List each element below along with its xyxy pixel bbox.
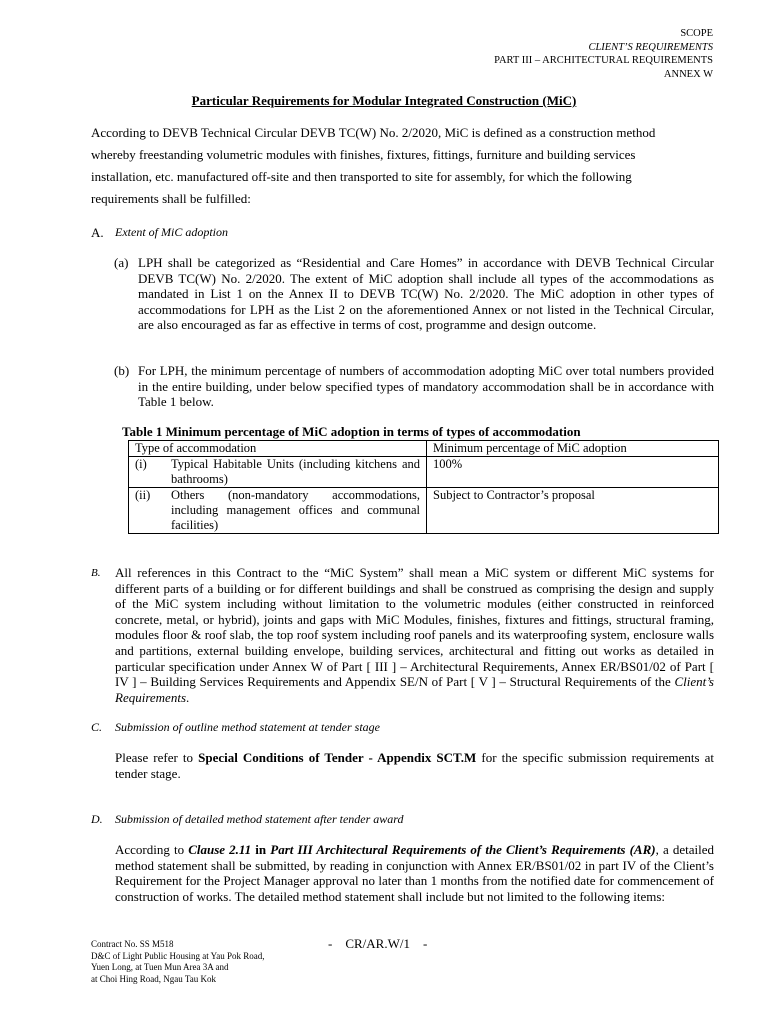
footer-line-2: D&C of Light Public Housing at Yau Pok Road, xyxy=(91,950,265,961)
footer-line-3: Yuen Long, at Tuen Mun Area 3A and xyxy=(91,962,229,972)
table-row-2-text: Others (non-mandatory accommodations, including management offices and communal facilities) xyxy=(171,488,420,532)
section-b-letter: B. xyxy=(91,567,101,579)
section-c-bold: Special Conditions of Tender - Appendix SCT.M xyxy=(198,750,477,765)
section-d-letter: D. xyxy=(91,812,103,826)
page-reference: - CR/AR.W/1 - xyxy=(328,936,428,951)
intro-paragraph xyxy=(91,122,731,210)
footer-line-4: at Choi Hing Road, Ngau Tau Kok xyxy=(91,973,216,984)
document-title: Particular Requirements for Modular Integrated Construction (MiC) xyxy=(191,93,577,108)
table-header-minimum: Minimum percentage of MiC adoption xyxy=(427,441,719,457)
intro-line-1: According to DEVB Technical Circular DEVB TC(W) No. 2/2020, MiC is defined as a construction method xyxy=(91,125,656,140)
table-row-2-label: (ii) xyxy=(135,488,151,502)
footer-contract-no: Contract No. SS M518 xyxy=(91,939,174,949)
table-row-1-label: (i) xyxy=(135,457,147,471)
section-c-before: Please refer to xyxy=(115,750,194,765)
table-row xyxy=(129,488,719,534)
section-d-title: Submission of detailed method statement after tender award xyxy=(115,812,404,826)
section-c-after: for the specific submission requirements at tender stage. xyxy=(115,750,715,781)
table-row-2-value: Subject to Contractor’s proposal xyxy=(427,488,719,534)
section-d-clause: Clause 2.11 xyxy=(188,842,252,857)
table-header-row xyxy=(129,441,719,457)
table-header-type: Type of accommodation xyxy=(129,441,427,457)
table-1 xyxy=(128,440,719,534)
table-row-2-type xyxy=(129,488,427,534)
section-b-text xyxy=(115,565,714,705)
table-1-caption: Table 1 Minimum percentage of MiC adoption in terms of types of accommodation xyxy=(122,424,581,439)
footer-contract-block xyxy=(91,939,265,985)
intro-line-3: installation, etc. manufactured off-site and then transported to site for assembly, for which the following xyxy=(91,169,632,184)
table-row-1-value: 100% xyxy=(427,457,719,488)
item-b-label: (b) xyxy=(114,363,130,378)
section-c-text xyxy=(115,750,714,781)
section-a-letter: A. xyxy=(91,225,104,240)
intro-line-2: whereby freestanding volumetric modules with finishes, fixtures, fittings, furniture and building services xyxy=(91,147,636,162)
section-c-title: Submission of outline method statement at tender stage xyxy=(115,720,380,734)
section-d-in: in xyxy=(255,842,267,857)
table-row-1-text: Typical Habitable Units (including kitchens and bathrooms) xyxy=(171,457,420,486)
header-part: PART III – ARCHITECTURAL REQUIREMENTS xyxy=(494,55,713,66)
item-b-text: For LPH, the minimum percentage of numbers of accommodation adopting MiC over total numbers provided in the entire building, under below specified types of mandatory accommodation shall be in accordance with Table 1 below. xyxy=(138,363,714,410)
section-a-title: Extent of MiC adoption xyxy=(115,225,228,239)
item-a-label: (a) xyxy=(114,255,129,270)
section-d-text xyxy=(115,842,714,904)
table-row xyxy=(129,457,719,488)
section-d-part: Part III Architectural Requirements of the Client’s Requirements (AR) xyxy=(270,842,656,857)
section-d-rest: , a detailed method statement shall be submitted, by reading in conjunction with Annex ER/BS01/02 in part IV of the Client’s Requirement for the Project Manager approval no later than 1 months from the notified date for commencement of construction of works. The detailed method statement shall include but not limited to the following items: xyxy=(115,842,714,904)
header-scope: SCOPE xyxy=(680,28,713,39)
section-b-main: All references in this Contract to the “MiC System” shall mean a MiC system or different MiC systems for different parts of a building or for different buildings and shall be construed as comprising the design and supply of the MiC system including without limitation to the volumetric modules (either constructed in reinforced concrete, metal, or hybrid), joints and gaps with MiC Modules, finishes, fixtures and fittings, structural framing, modules floor & roof slab, the top roof system including roof panels and its waterproofing system, enclosure walls and partitions, external building envelope, building services, architectural and fitting out works as detailed in particular specification under Annex W of Part [ III ] – Architectural Requirements, Annex ER/BS01/02 of Part [ IV ] – Building Services Requirements and Appendix SE/N of Part [ V ] – Structural Requirements of the xyxy=(115,565,714,690)
item-a-text: LPH shall be categorized as “Residential and Care Homes” in accordance with DEVB Technical Circular DEVB TC(W) No. 2/2020. The extent of MiC adoption shall include all types of the accommodations as mandated in List 1 on the Annex II to DEVB TC(W) No. 2/2020. The MiC adoption in other types of accommodations for LPH as the List 2 on the aforementioned Annex or not listed in the Technical Circular, are also encouraged as far as effective in terms of cost, programme and design outcome. xyxy=(138,255,714,333)
section-b-italic: Client’s Requirements xyxy=(115,674,714,705)
table-row-1-type xyxy=(129,457,427,488)
intro-line-4: requirements shall be fulfilled: xyxy=(91,191,251,206)
header-annex: ANNEX W xyxy=(663,68,713,80)
section-b-end: . xyxy=(186,689,190,705)
section-d-t1: According to xyxy=(115,842,185,857)
header-clients-requirements: CLIENT’S REQUIREMENTS xyxy=(588,41,713,53)
section-c-letter: C. xyxy=(91,720,103,734)
document-header xyxy=(494,27,713,81)
